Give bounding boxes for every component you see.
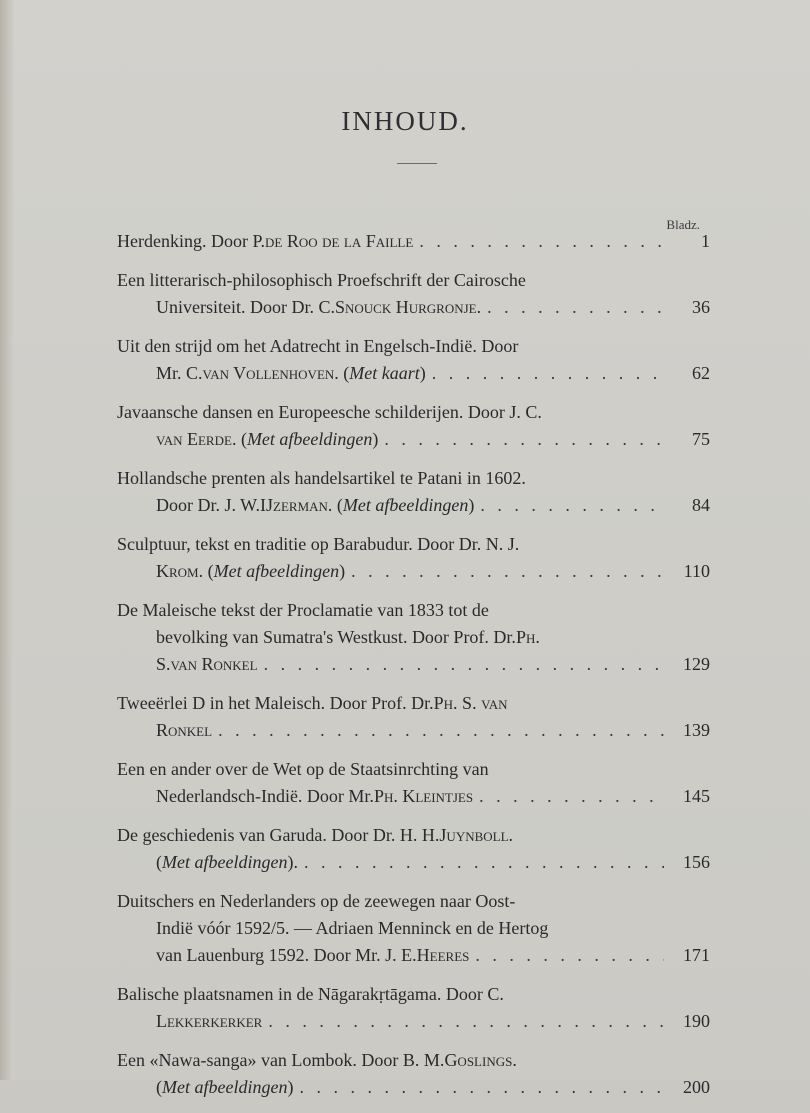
entry-text: Herdenking. Door P. bbox=[117, 231, 265, 251]
toc-entry-line bbox=[117, 1008, 710, 1035]
toc-entry-line bbox=[117, 597, 710, 624]
entry-text: van Lauenburg 1592. Door Mr. J. E. bbox=[156, 945, 417, 965]
entry-text: ). bbox=[287, 852, 298, 872]
page-number: 1 bbox=[701, 231, 710, 251]
toc-entry bbox=[117, 267, 710, 321]
toc-entry bbox=[117, 690, 710, 744]
toc-entry-line bbox=[117, 558, 710, 585]
page-column-header: Bladz. bbox=[666, 217, 700, 232]
entry-text: Tweeërlei D in het Maleisch. Door Prof. Dr. bbox=[117, 693, 434, 713]
entry-text: ) bbox=[287, 1077, 294, 1097]
author-name: van Eerde bbox=[156, 429, 232, 449]
author-name: van Vollenhoven bbox=[202, 363, 335, 383]
dot-leader bbox=[293, 1074, 664, 1101]
illustration-note: Met afbeeldingen bbox=[162, 1077, 288, 1097]
toc-entry-line bbox=[117, 651, 710, 678]
dot-leader bbox=[262, 1008, 664, 1035]
entry-text: Indië vóór 1592/5. — Adriaen Menninck en de Hertog bbox=[156, 918, 549, 938]
entry-text: Hollandsche prenten als handelsartikel te Patani in 1602. bbox=[117, 468, 526, 488]
author-name: Ph. bbox=[515, 627, 540, 647]
dot-leader bbox=[413, 228, 664, 255]
entry-text: Een en ander over de Wet op de Staatsinrchting van bbox=[117, 759, 489, 779]
toc-entry-line bbox=[117, 1074, 710, 1101]
page-number: 36 bbox=[692, 297, 710, 317]
toc-entry-line bbox=[117, 294, 710, 321]
toc-entry-line bbox=[117, 942, 710, 969]
entry-text: Balische plaatsnamen in de Nāgarakṛtāgama. Door C. bbox=[117, 984, 504, 1004]
toc-entry-line bbox=[117, 492, 710, 519]
toc-entry-line bbox=[117, 531, 710, 558]
dot-leader bbox=[298, 849, 664, 876]
entry-text: Mr. C. bbox=[156, 363, 203, 383]
entry-text: Een litterarisch-philosophisch Proefschrift der Cairosche bbox=[117, 270, 526, 290]
dot-leader bbox=[473, 783, 664, 810]
dot-leader bbox=[474, 492, 664, 519]
toc-entry-line bbox=[117, 465, 710, 492]
toc-entry-line bbox=[117, 849, 710, 876]
author-name: Ronkel bbox=[156, 720, 213, 740]
page-gutter bbox=[0, 0, 14, 1080]
entry-text: Javaansche dansen en Europeesche schilderijen. Door J. C. bbox=[117, 402, 542, 422]
author-name: Snouck Hurgronje bbox=[334, 297, 477, 317]
dot-leader bbox=[481, 294, 664, 321]
author-name: van Ronkel bbox=[170, 654, 258, 674]
toc-entry-line bbox=[117, 360, 710, 387]
toc-entry bbox=[117, 228, 710, 255]
dot-leader bbox=[258, 651, 664, 678]
dot-leader bbox=[212, 717, 664, 744]
entry-text: Sculptuur, tekst en traditie op Barabudur. Door Dr. N. J. bbox=[117, 534, 520, 554]
author-name: Ph. Kleintjes bbox=[373, 786, 474, 806]
dot-leader bbox=[426, 360, 664, 387]
toc-entry bbox=[117, 822, 710, 876]
author-name: Juynboll bbox=[439, 825, 509, 845]
author-name: Goslings bbox=[444, 1050, 513, 1070]
entry-text: ( bbox=[156, 1077, 162, 1097]
entry-text: ( bbox=[156, 852, 162, 872]
toc-entry-line bbox=[117, 426, 710, 453]
illustration-note: Met afbeeldingen bbox=[213, 561, 340, 581]
toc-entry-line bbox=[117, 690, 710, 717]
page-number: 75 bbox=[692, 429, 710, 449]
entry-text: . bbox=[512, 1050, 517, 1070]
entry-text: . bbox=[508, 825, 514, 845]
toc-entry bbox=[117, 1047, 710, 1101]
entry-text: . ( bbox=[327, 495, 343, 515]
toc-entry bbox=[117, 465, 710, 519]
table-of-contents bbox=[117, 228, 710, 1113]
toc-entry-line bbox=[117, 783, 710, 810]
dot-leader bbox=[345, 558, 664, 585]
page-number: 156 bbox=[683, 852, 710, 872]
entry-text: ) bbox=[468, 495, 475, 515]
entry-text: ) bbox=[372, 429, 379, 449]
title-divider bbox=[397, 163, 437, 164]
page-number: 129 bbox=[683, 654, 710, 674]
toc-entry-line bbox=[117, 717, 710, 744]
toc-entry-line bbox=[117, 888, 710, 915]
entry-text: . ( bbox=[334, 363, 350, 383]
page-number: 139 bbox=[683, 720, 710, 740]
entry-text: . ( bbox=[231, 429, 247, 449]
toc-entry-line bbox=[117, 915, 710, 942]
entry-text: . bbox=[476, 297, 482, 317]
dot-leader bbox=[378, 426, 664, 453]
toc-entry bbox=[117, 399, 710, 453]
toc-entry bbox=[117, 531, 710, 585]
toc-entry-line bbox=[117, 333, 710, 360]
page-number: 200 bbox=[683, 1077, 710, 1097]
toc-entry bbox=[117, 888, 710, 969]
toc-entry-line bbox=[117, 822, 710, 849]
entry-text: S. bbox=[156, 654, 171, 674]
entry-text: bevolking van Sumatra's Westkust. Door Prof. Dr. bbox=[156, 627, 516, 647]
illustration-note: Met afbeeldingen bbox=[162, 852, 288, 872]
page-number: 145 bbox=[683, 786, 710, 806]
page-number: 62 bbox=[692, 363, 710, 383]
entry-text: Universiteit. Door Dr. C. bbox=[156, 297, 335, 317]
page-number: 171 bbox=[683, 945, 710, 965]
author-name: IJzerman bbox=[260, 495, 328, 515]
entry-text: Nederlandsch-Indië. Door Mr. bbox=[156, 786, 374, 806]
entry-text: ) bbox=[339, 561, 346, 581]
page-number: 84 bbox=[692, 495, 710, 515]
page-number: 190 bbox=[683, 1011, 710, 1031]
illustration-note: Met afbeeldingen bbox=[246, 429, 373, 449]
toc-entry bbox=[117, 981, 710, 1035]
dot-leader bbox=[469, 942, 664, 969]
toc-entry-line bbox=[117, 267, 710, 294]
toc-entry bbox=[117, 333, 710, 387]
entry-text: De geschiedenis van Garuda. Door Dr. H. H. bbox=[117, 825, 440, 845]
illustration-note: Met kaart bbox=[349, 363, 420, 383]
toc-entry-line bbox=[117, 1047, 710, 1074]
entry-text: Uit den strijd om het Adatrecht in Engelsch-Indië. Door bbox=[117, 336, 519, 356]
toc-entry bbox=[117, 756, 710, 810]
entry-text: Duitschers en Nederlanders op de zeewegen naar Oost- bbox=[117, 891, 516, 911]
toc-entry-line bbox=[117, 399, 710, 426]
author-name: Heeres bbox=[416, 945, 470, 965]
page-number: 110 bbox=[683, 561, 710, 581]
entry-text: ) bbox=[419, 363, 426, 383]
author-name: Ph. S. van bbox=[433, 693, 508, 713]
entry-text: De Maleische tekst der Proclamatie van 1833 tot de bbox=[117, 600, 489, 620]
toc-entry-line bbox=[117, 981, 710, 1008]
author-name: Lekkerkerker bbox=[156, 1011, 263, 1031]
toc-entry-line bbox=[117, 756, 710, 783]
toc-entry bbox=[117, 597, 710, 678]
entry-text: Een «Nawa-sanga» van Lombok. Door B. M. bbox=[117, 1050, 445, 1070]
entry-text: . ( bbox=[198, 561, 214, 581]
author-name: Krom bbox=[156, 561, 199, 581]
page-title: INHOUD. bbox=[341, 106, 469, 136]
toc-entry-line bbox=[117, 624, 710, 651]
author-name: de Roo de la Faille bbox=[264, 231, 414, 251]
toc-entry-line bbox=[117, 228, 710, 255]
entry-text: Door Dr. J. W. bbox=[156, 495, 261, 515]
illustration-note: Met afbeeldingen bbox=[342, 495, 469, 515]
